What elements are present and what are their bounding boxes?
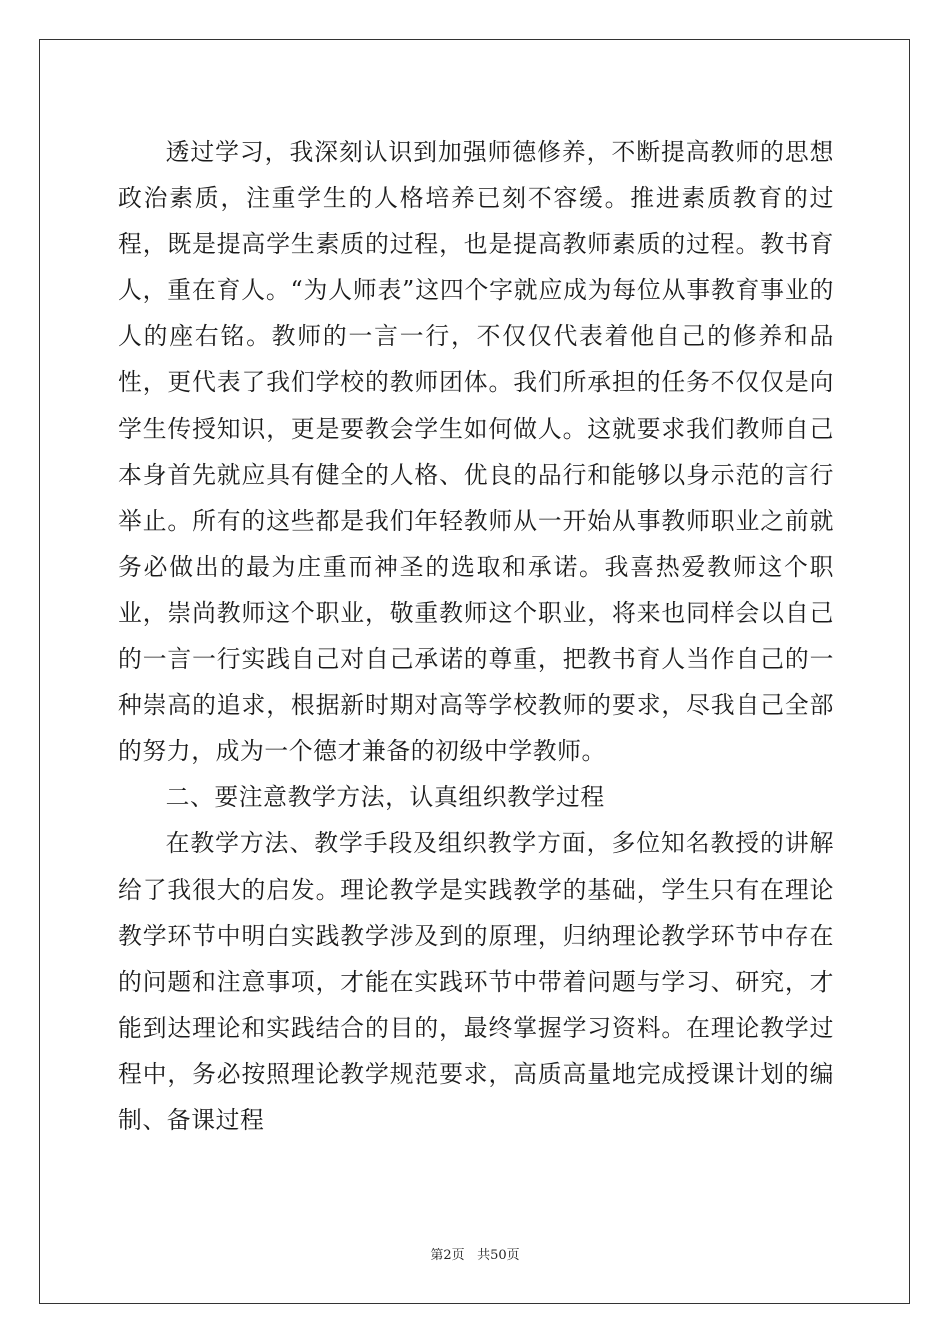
total-pages: 共50页 (477, 1248, 520, 1263)
section-heading: 二、要注意教学方法，认真组织教学过程 (165, 783, 605, 812)
document-body (118, 129, 834, 1143)
page-footer (0, 1247, 950, 1265)
paragraph-1: 透过学习，我深刻认识到加强师德修养，不断提高教师的思想政治素质，注重学生的人格培养已刻不容缓。推进素质教育的过程，既是提高学生素质的过程，也是提高教师素质的过程。教书育人，重在育人。“为人师表”这四个字就应成为每位从事教育事业的人的座右铭。教师的一言一行，不仅仅代表着他自己的修养和品性，更代表了我们学校的教师团体。我们所承担的任务不仅仅是向学生传授知识，更是要教会学生如何做人。这就要求我们教师自己本身首先就应具有健全的人格、优良的品行和能够以身示范的言行举止。所有的这些都是我们年轻教师从一开始从事教师职业之前就务必做出的最为庄重而神圣的选取和承诺。我喜热爱教师这个职业，崇尚教师这个职业，敬重教师这个职业，将来也同样会以自己的一言一行实践自己对自己承诺的尊重，把教书育人当作自己的一种崇高的追求，根据新时期对高等学校教师的要求，尽我自己全部的努力，成为一个德才兼备的初级中学教师。 (118, 138, 834, 766)
page-number: 第2页 (430, 1248, 465, 1263)
paragraph-2: 在教学方法、教学手段及组织教学方面，多位知名教授的讲解给了我很大的启发。理论教学是实践教学的基础，学生只有在理论教学环节中明白实践教学涉及到的原理，归纳理论教学环节中存在的问题和注意事项，才能在实践环节中带着问题与学习、研究，才能到达理论和实践结合的目的，最终掌握学习资料。在理论教学过程中，务必按照理论教学规范要求，高质高量地完成授课计划的编制、备课过程 (118, 829, 834, 1134)
